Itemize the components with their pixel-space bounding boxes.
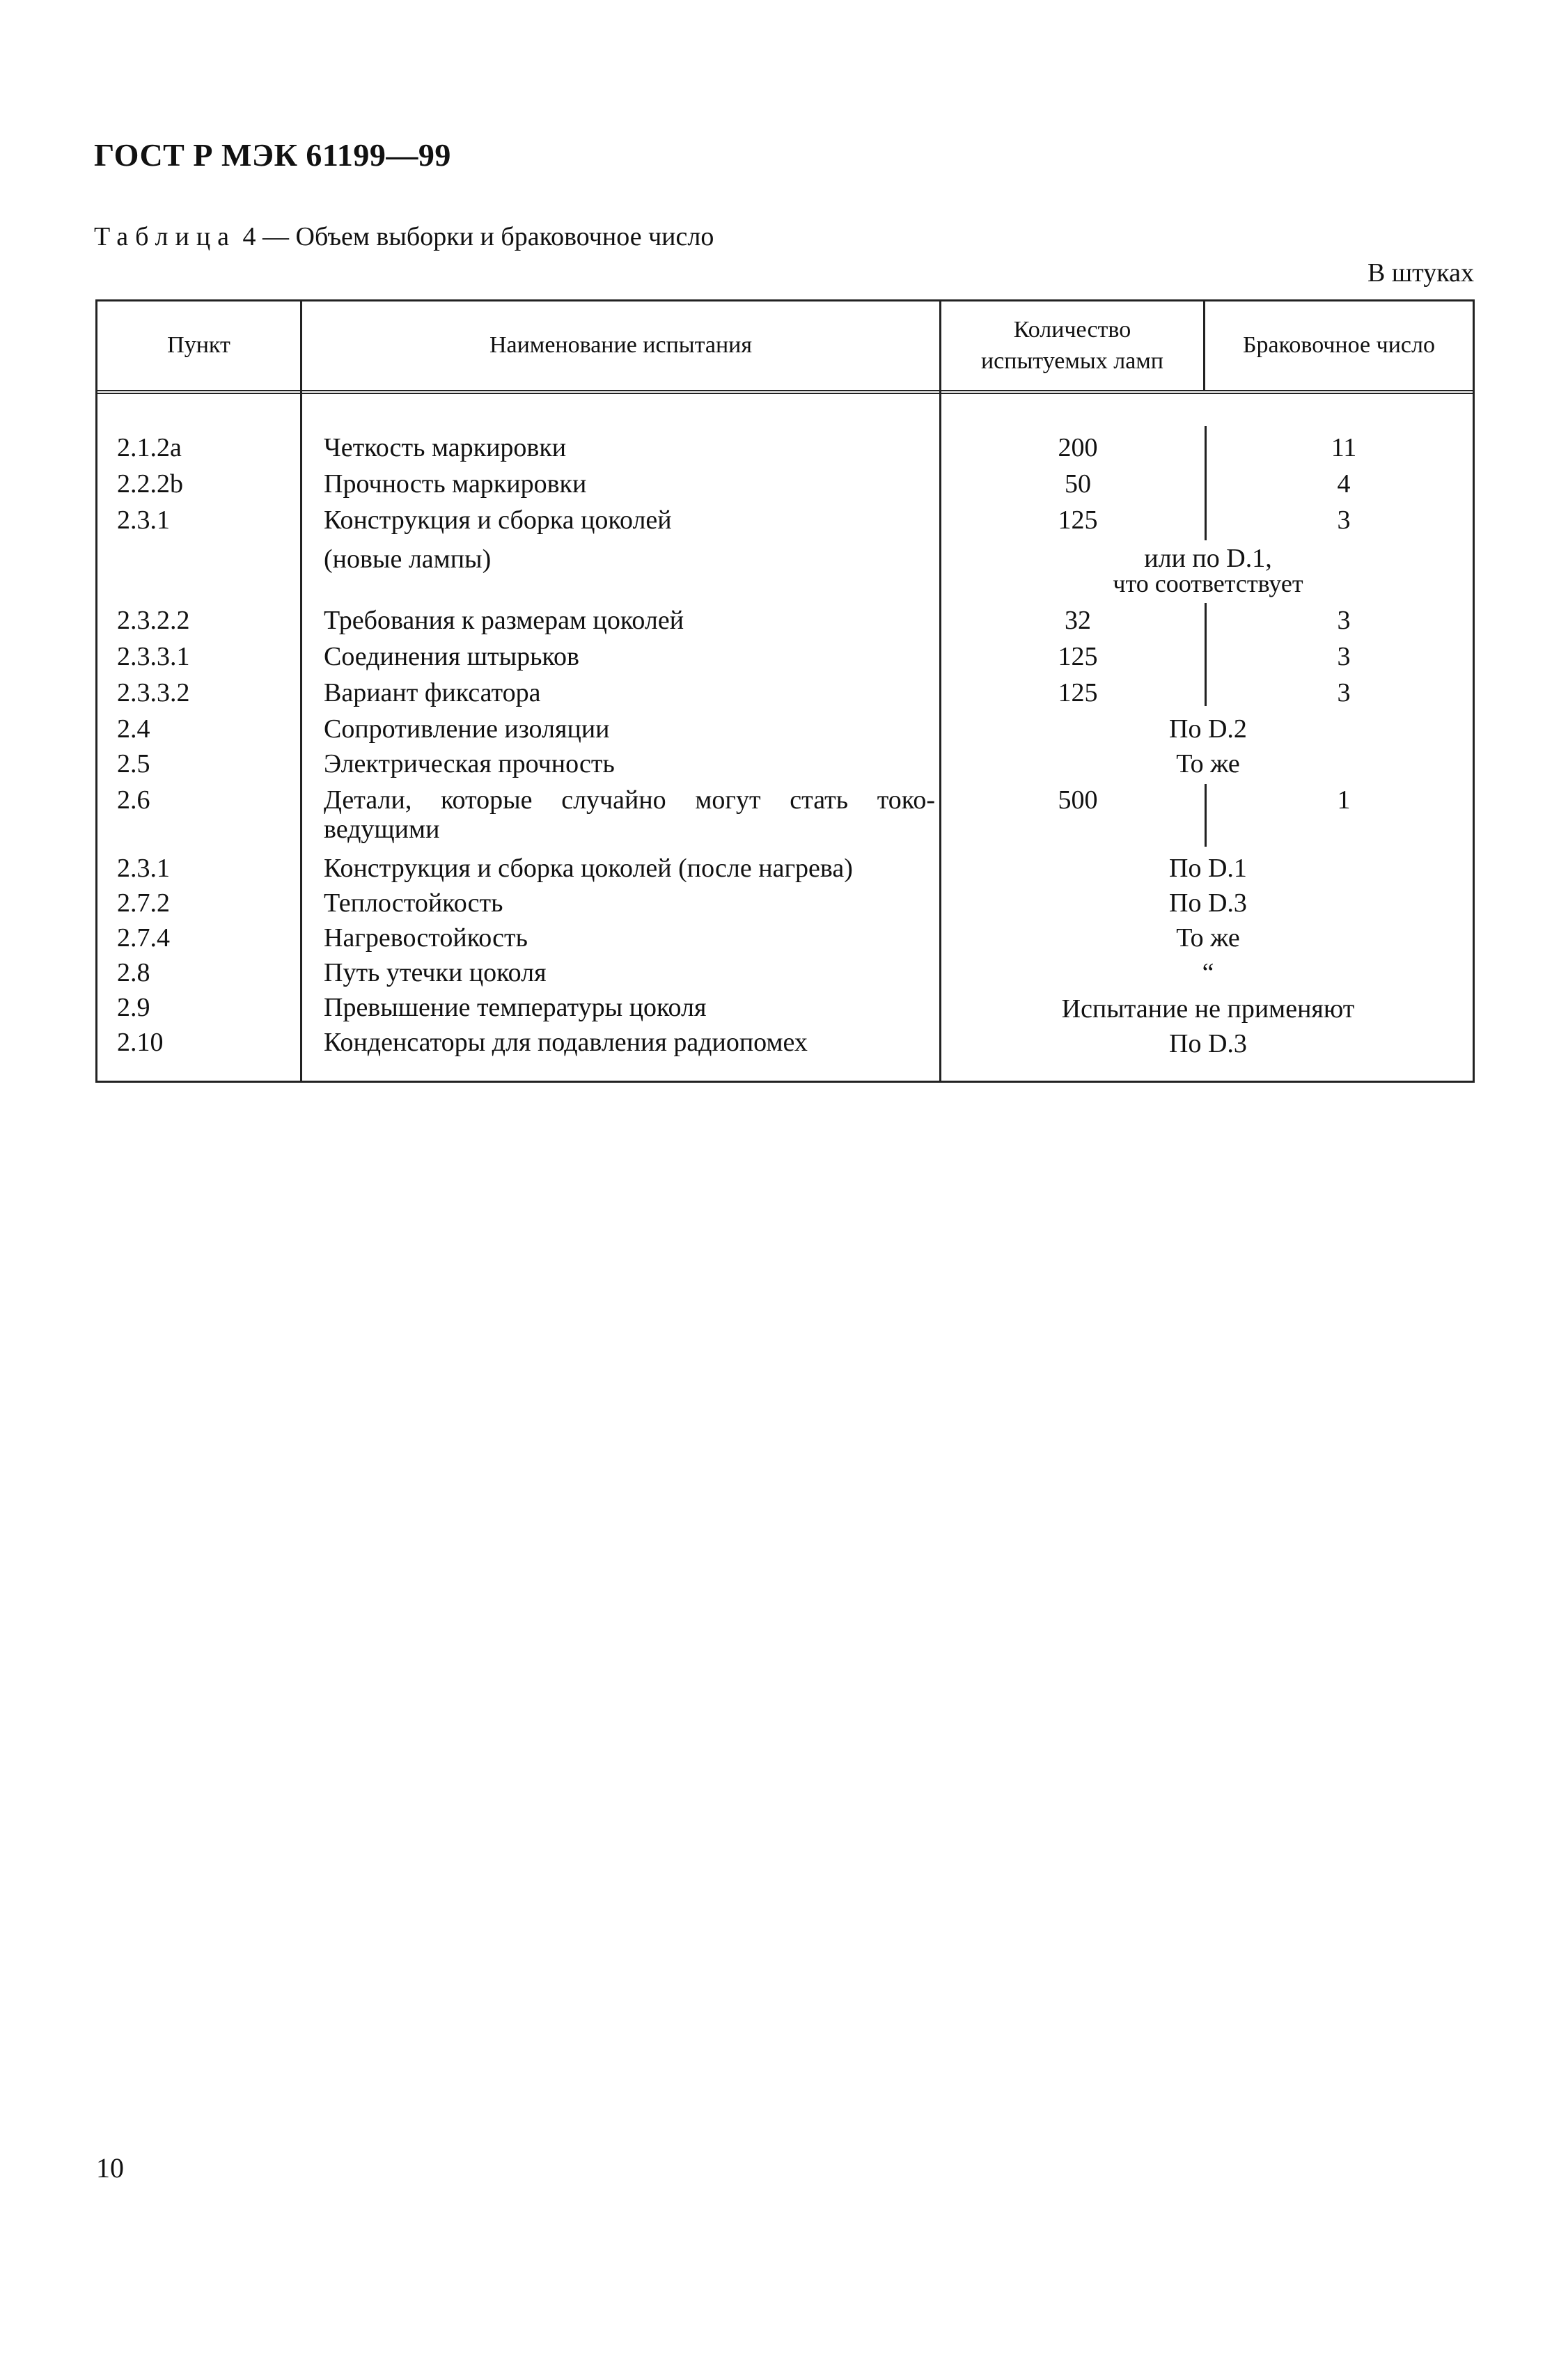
header-separator — [95, 390, 1475, 394]
table-row-test: Путь утечки цоколя — [324, 958, 547, 987]
table-row-clause: 2.3.3.1 — [117, 642, 190, 671]
table-row-test: Теплостойкость — [324, 888, 503, 918]
table-row-test: Электрическая прочность — [324, 749, 615, 778]
table-row-clause: 2.3.3.2 — [117, 678, 190, 707]
table-row-clause: 2.7.4 — [117, 923, 170, 953]
table-row-quantity: 32 — [1065, 606, 1091, 635]
page-number: 10 — [96, 2152, 124, 2184]
table-caption — [94, 221, 714, 252]
table-caption-label: Таблица — [94, 222, 237, 251]
column-header-clause: Пункт — [167, 332, 230, 359]
table-row-reject: 3 — [1337, 678, 1351, 707]
table-row-clause: 2.3.1 — [117, 506, 170, 535]
table-row-test: Конденсаторы для подавления радиопомех — [324, 1028, 808, 1057]
table-row-test: Четкость маркировки — [324, 433, 567, 462]
table-row-clause: 2.6 — [117, 785, 150, 815]
table-row-quantity: 125 — [1058, 642, 1098, 671]
table-row-span-note: По D.2 — [1169, 714, 1247, 744]
table-row-clause: 2.3.1 — [117, 854, 170, 883]
table-row-test: Соединения штырьков — [324, 642, 579, 671]
table-row-test: Прочность маркировки — [324, 469, 587, 499]
column-divider — [300, 299, 302, 1083]
units-note: В штуках — [1367, 258, 1474, 288]
table-row-test: Конструкция и сборка цоколей — [324, 506, 672, 535]
cell-divider — [1205, 784, 1207, 847]
table-row-test: (новые лампы) — [324, 545, 492, 574]
table-row-test: Конструкция и сборка цоколей (после нагрева) — [324, 854, 853, 883]
table-row-test: Вариант фиксатора — [324, 678, 541, 707]
table-row-span-note: что соответствует — [1113, 570, 1303, 597]
table-row-test: Превышение температуры цоколя — [324, 993, 707, 1022]
table-row-test: Требования к размерам цоколей — [324, 606, 684, 635]
table-row-span-note: или по D.1, — [1144, 544, 1272, 573]
table-row-clause: 2.5 — [117, 749, 150, 778]
table-row-test: Сопротивление изоляции — [324, 714, 610, 744]
table-row-span-note: По D.3 — [1169, 1029, 1247, 1058]
table-row-reject: 3 — [1337, 606, 1351, 635]
cell-divider — [1205, 426, 1207, 540]
table-row-quantity: 500 — [1058, 785, 1098, 815]
table-row-quantity: 200 — [1058, 433, 1098, 462]
table-row-clause: 2.4 — [117, 714, 150, 744]
standard-title: ГОСТ Р МЭК 61199—99 — [94, 137, 451, 173]
table-row-quantity: 125 — [1058, 506, 1098, 535]
table-row-quantity: 50 — [1065, 469, 1091, 499]
table-row-span-note: Испытание не применяют — [1061, 994, 1355, 1024]
table-row-clause: 2.3.2.2 — [117, 606, 190, 635]
table-row-quantity: 125 — [1058, 678, 1098, 707]
column-header-quantity: Количество испытуемых ламп — [980, 317, 1163, 374]
table-row-span-note: По D.3 — [1169, 888, 1247, 918]
table-row-clause: 2.7.2 — [117, 888, 170, 918]
table-row-clause: 2.1.2a — [117, 433, 182, 462]
table-row-clause: 2.2.2b — [117, 469, 183, 499]
table-row-clause: 2.10 — [117, 1028, 164, 1057]
table-row-reject: 3 — [1337, 642, 1351, 671]
table-row-clause: 2.9 — [117, 993, 150, 1022]
table-row-test: Нагревостойкость — [324, 923, 528, 953]
table-row-span-note: То же — [1176, 749, 1240, 778]
table-row-span-note: То же — [1176, 923, 1240, 953]
table-row-span-note: По D.1 — [1169, 854, 1247, 883]
table-row-span-note: “ — [1202, 958, 1214, 987]
table-row-reject: 11 — [1331, 433, 1357, 462]
table-row-clause: 2.8 — [117, 958, 150, 987]
table-caption-text: 4 — Объем выборки и браковочное число — [236, 222, 714, 251]
column-header-test: Наименование испытания — [489, 332, 753, 359]
table-row-reject: 3 — [1337, 506, 1351, 535]
table-row-reject: 4 — [1337, 469, 1351, 499]
column-header-reject: Браковочное число — [1242, 332, 1435, 359]
table-row-test: Детали, которые случайно могут стать токо-ведущими — [324, 785, 935, 844]
cell-divider — [1205, 603, 1207, 706]
table-row-reject: 1 — [1337, 785, 1351, 815]
